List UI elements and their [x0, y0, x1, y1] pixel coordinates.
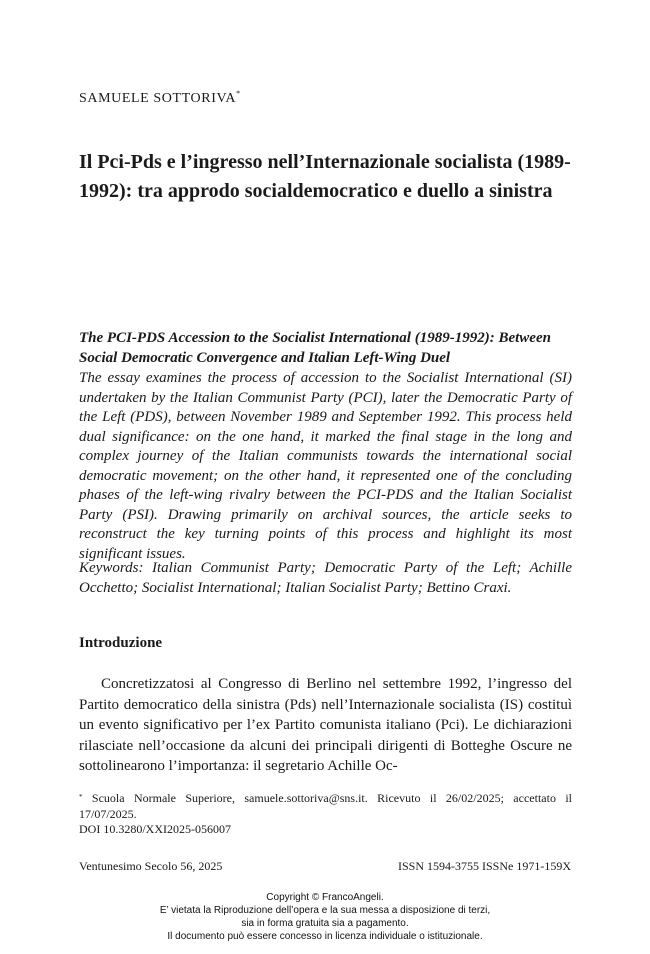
journal-reference: Ventunesimo Secolo 56, 2025	[79, 859, 223, 873]
issn-reference: ISSN 1594-3755 ISSNe 1971-159X	[397, 859, 571, 873]
footnote-line	[79, 791, 572, 822]
copyright-notice	[0, 891, 650, 943]
footnote-mark: *	[79, 793, 83, 801]
copyright-line-2: E’ vietata la Riproduzione dell’opera e la sua messa a disposizione di terzi,	[159, 905, 491, 916]
author-footnote-mark[interactable]: *	[236, 89, 241, 98]
footnote	[79, 791, 572, 838]
copyright-line-3: sia in forma gratuita sia a pagamento.	[241, 918, 409, 929]
article-title: Il Pci-Pds e l’ingresso nell’Internazionale socialista (1989-1992): tra approdo socialdemocratico e duello a sinistra	[79, 151, 571, 202]
abstract-text: The essay examines the process of accession to the Socialist International (SI) undertaken by the Italian Communist Party (PCI), later the Democratic Party of the Left (PDS), between November 1989 and September 1992. This process held dual significance: on the one hand, it marked the final stage in the long and complex journey of the Italian communists towards the international social democratic movement; on the other hand, it represented one of the concluding phases of the left-wing rivalry between the PCI-PDS and the Italian Socialist Party (PSI). Drawing primarily on archival sources, the article seeks to reconstruct the key turning points of this process and highlight its most significant issues.	[79, 370, 572, 562]
author-name	[79, 91, 241, 107]
copyright-line-4: Il documento può essere concesso in licenza individuale o istituzionale.	[167, 931, 483, 942]
footnote-doi[interactable]: DOI 10.3280/XXI2025-056007	[79, 822, 231, 836]
keywords: Keywords: Italian Communist Party; Democratic Party of the Left; Achille Occhetto; Socialist International; Italian Socialist Party; Bettino Craxi.	[79, 560, 572, 596]
footnote-text: Scuola Normale Superiore, samuele.sottoriva@sns.it. Ricevuto il 26/02/2025; accettato il 17/07/2025.	[79, 791, 573, 821]
abstract-title-english: The PCI-PDS Accession to the Socialist International (1989-1992): Between Social Democratic Convergence and Italian Left-Wing Duel	[79, 330, 551, 366]
body-paragraph: Concretizzatosi al Congresso di Berlino nel settembre 1992, l’ingresso del Partito democratico della sinistra (Pds) nell’Internazionale socialista (IS) costituì un evento significativo per l’ex Partito comunista italiano (Pci). Le dichiarazioni rilasciate nell’occasione da alcuni dei principali dirigenti di Botteghe Oscure ne sottolinearono l’importanza: il segretario Achille Oc-	[79, 676, 572, 774]
copyright-line-1: Copyright © FrancoAngeli.	[266, 892, 384, 903]
section-heading: Introduzione	[79, 635, 163, 651]
author-name-text: SAMUELE SOTTORIVA	[79, 91, 237, 106]
